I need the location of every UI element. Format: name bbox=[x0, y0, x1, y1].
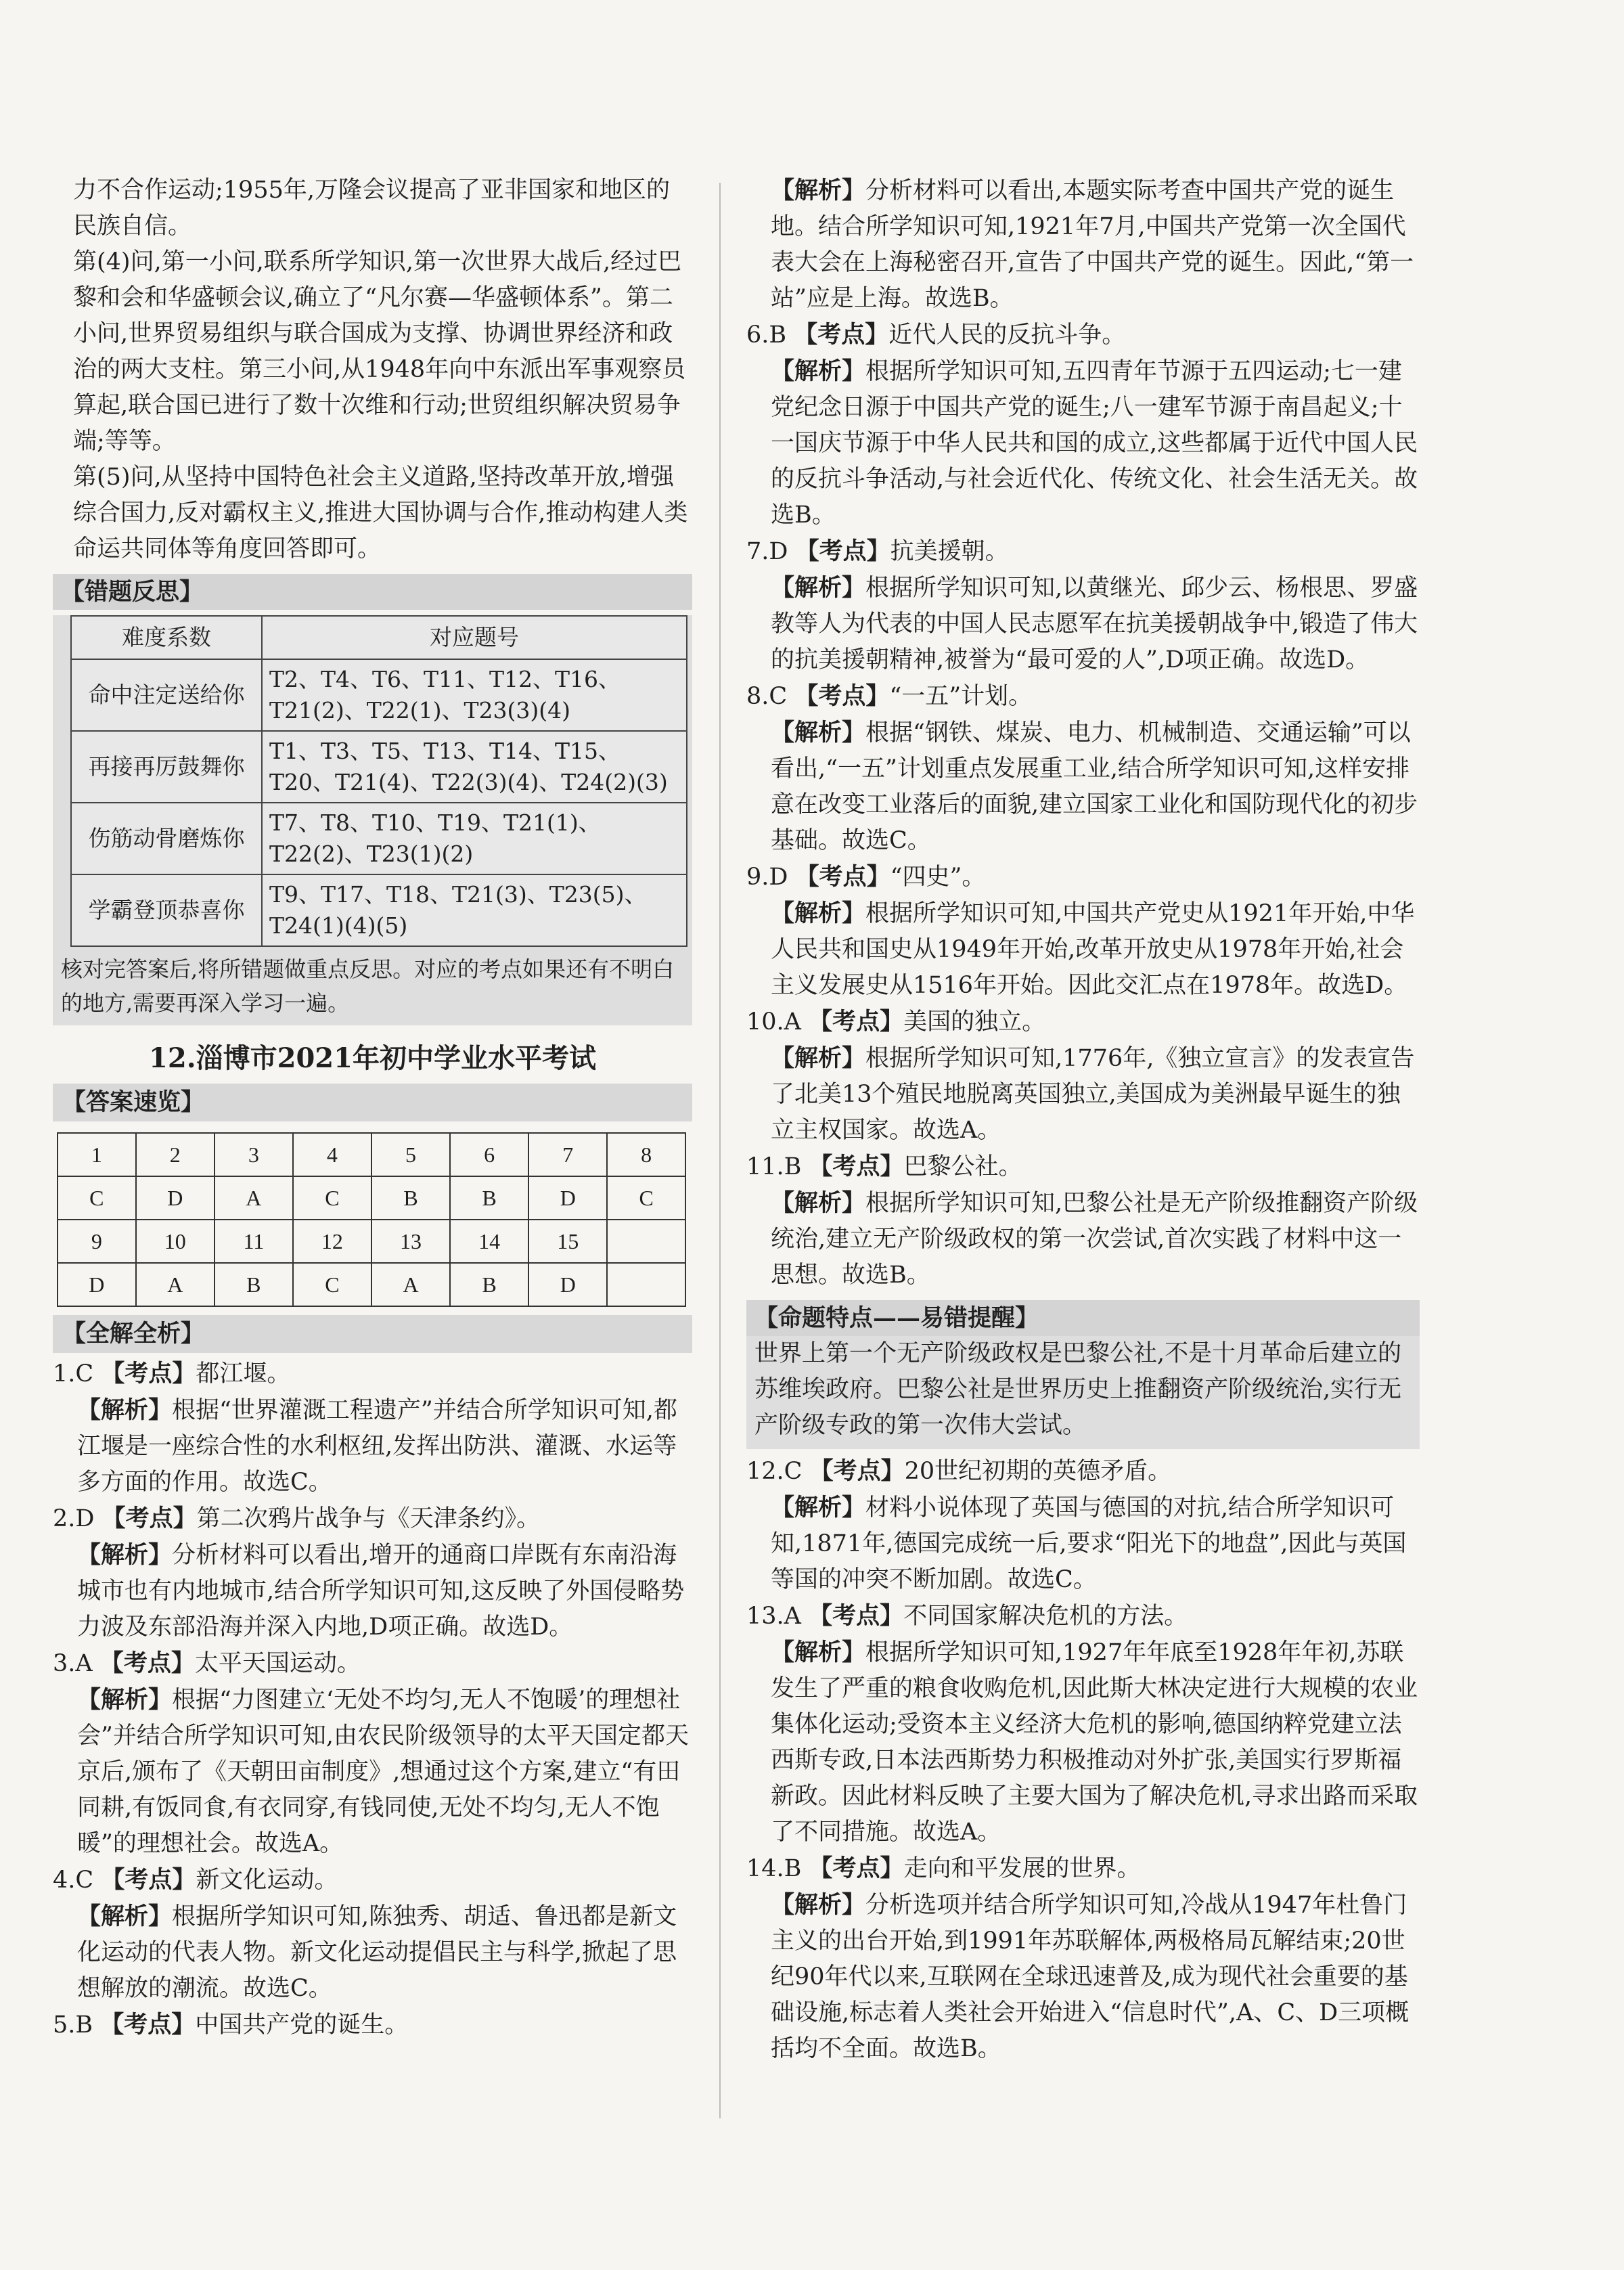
column-divider bbox=[719, 183, 721, 2118]
error-reflection-header: 【错题反思】 bbox=[53, 574, 692, 610]
analysis-tag: 【解析】 bbox=[771, 1189, 866, 1217]
key-point: 中国共产党的诞生。 bbox=[195, 2011, 409, 2039]
answer-letter-row bbox=[58, 1263, 685, 1306]
answer-number-row bbox=[58, 1133, 685, 1176]
key-point-tag: 【考点】 bbox=[101, 1360, 196, 1387]
feature-header: 【命题特点——易错提醒】 bbox=[746, 1300, 1420, 1336]
answer-cell: 7 bbox=[528, 1133, 607, 1176]
question-item bbox=[746, 1149, 1420, 1293]
answer-cell: B bbox=[450, 1263, 528, 1306]
analysis-text: 根据“力图建立‘无处不均匀,无人不饱暖’的理想社会”并结合所学知识可知,由农民阶级领导的太平天国定都天京后,颁布了《天朝田亩制度》,想通过这个方案,建立“有田同耕,有饭同食,有衣同穿,有钱同使,无处不均匀,无人不饱暖”的理想社会。故选A。 bbox=[77, 1687, 690, 1857]
table-header-row bbox=[71, 616, 687, 659]
question-item bbox=[53, 1862, 692, 2007]
analysis-tag: 【解析】 bbox=[771, 177, 866, 204]
question-list: T7、T8、T10、T19、T21(1)、T22(2)、T23(1)(2) bbox=[262, 803, 687, 874]
analysis-text: 根据所学知识可知,五四青年节源于五四运动;七一建党纪念日源于中国共产党的诞生;八一建军节源于南昌起义;十一国庆节源于中华人民共和国的成立,这些都属于近代中国人民的反抗斗争活动,与社会近代化、传统文化、社会生活无关。故选B。 bbox=[771, 358, 1418, 529]
answer-number-row bbox=[58, 1220, 685, 1263]
key-point-tag: 【考点】 bbox=[794, 682, 890, 710]
answer-cell: D bbox=[136, 1176, 215, 1220]
analysis-text: 分析选项并结合所学知识可知,冷战从1947年杜鲁门主义的出台开始,到1991年苏联解体,两极格局瓦解结束;20世纪90年代以来,互联网在全球迅速普及,成为现代社会重要的基础设施,标志着人类社会开始进入“信息时代”,A、C、D三项概括均不全面。故选B。 bbox=[771, 1892, 1409, 2062]
answer-overview-header: 【答案速览】 bbox=[53, 1084, 692, 1121]
answer-cell: 8 bbox=[607, 1133, 685, 1176]
key-point-tag: 【考点】 bbox=[809, 1153, 904, 1180]
error-reflection-box bbox=[53, 574, 692, 1025]
question-item bbox=[53, 1356, 692, 1500]
analysis-tag: 【解析】 bbox=[771, 574, 866, 602]
analysis-tag: 【解析】 bbox=[77, 1541, 173, 1569]
key-point: 近代人民的反抗斗争。 bbox=[888, 321, 1126, 349]
analysis-text: 根据所学知识可知,1927年年底至1928年年初,苏联发生了严重的粮食收购危机,因此斯大林决定进行大规模的农业集体化运动;受资本主义经济大危机的影响,德国纳粹党建立法西斯专政,日本法西斯势力积极推动对外扩张,美国实行罗斯福新政。因此材料反映了主要大国为了解决危机,寻求出路而采取了不同措施。故选A。 bbox=[771, 1639, 1418, 1846]
analysis-text: 根据“世界灌溉工程遗产”并结合所学知识可知,都江堰是一座综合性的水利枢纽,发挥出防洪、灌溉、水运等多方面的作用。故选C。 bbox=[77, 1397, 677, 1496]
left-column bbox=[53, 173, 692, 2043]
difficulty-label: 命中注定送给你 bbox=[71, 659, 262, 731]
key-point: 抗美援朝。 bbox=[890, 538, 1009, 565]
question-item bbox=[746, 317, 1420, 533]
question-list: T1、T3、T5、T13、T14、T15、T20、T21(4)、T22(3)(4)、T24(2)(3) bbox=[262, 731, 687, 803]
analysis-text: 分析材料可以看出,增开的通商口岸既有东南沿海城市也有内地城市,结合所学知识可知,这反映了外国侵略势力波及东部沿海并深入内地,D项正确。故选D。 bbox=[77, 1542, 685, 1641]
key-point: 走向和平发展的世界。 bbox=[903, 1855, 1141, 1882]
answer-cell: 9 bbox=[58, 1220, 136, 1263]
answer-cell bbox=[607, 1263, 685, 1306]
analysis-tag: 【解析】 bbox=[771, 1044, 866, 1072]
analysis-text: 根据“钢铁、煤炭、电力、机械制造、交通运输”可以看出,“一五”计划重点发展重工业,结合所学知识可知,这样安排意在改变工业落后的面貌,建立国家工业化和国防现代化的初步基础。故选C。 bbox=[771, 719, 1418, 854]
key-point: “一五”计划。 bbox=[889, 683, 1033, 710]
analysis-tag: 【解析】 bbox=[77, 1396, 173, 1424]
answer-cell: D bbox=[58, 1263, 136, 1306]
key-point: 不同国家解决危机的方法。 bbox=[903, 1603, 1188, 1630]
question-number: 10.A bbox=[746, 1008, 801, 1036]
difficulty-label: 再接再厉鼓舞你 bbox=[71, 731, 262, 803]
question-item bbox=[53, 1645, 692, 1862]
analysis-text: 根据所学知识可知,巴黎公社是无产阶级推翻资产阶级统治,建立无产阶级政权的第一次尝试,首次实践了材料中这一思想。故选B。 bbox=[771, 1190, 1418, 1289]
answer-cell: A bbox=[371, 1263, 450, 1306]
answer-cell: 13 bbox=[371, 1220, 450, 1263]
answer-cell: C bbox=[58, 1176, 136, 1220]
key-point-tag: 【考点】 bbox=[809, 1602, 904, 1630]
question-number: 2.D bbox=[53, 1505, 95, 1532]
question-item bbox=[746, 1453, 1420, 1598]
analysis-tag: 【解析】 bbox=[771, 1639, 866, 1666]
answer-table bbox=[57, 1132, 686, 1307]
key-point-tag: 【考点】 bbox=[809, 1008, 904, 1036]
answer-cell: B bbox=[371, 1176, 450, 1220]
answer-cell: 10 bbox=[136, 1220, 215, 1263]
continued-paragraph: 第(5)问,从坚持中国特色社会主义道路,坚持改革开放,增强综合国力,反对霸权主义,推进大国协调与合作,推动构建人类命运共同体等角度回答即可。 bbox=[73, 464, 688, 562]
question-item bbox=[53, 2007, 692, 2043]
table-header-cell: 对应题号 bbox=[262, 616, 687, 659]
analysis-tag: 【解析】 bbox=[771, 1891, 866, 1919]
answer-cell: C bbox=[293, 1263, 371, 1306]
answer-cell: 11 bbox=[215, 1220, 293, 1263]
key-point-tag: 【考点】 bbox=[795, 863, 890, 891]
question-item bbox=[746, 533, 1420, 678]
answer-cell bbox=[607, 1220, 685, 1263]
question-number: 14.B bbox=[746, 1855, 802, 1882]
question-item bbox=[746, 678, 1420, 859]
reflection-table bbox=[70, 615, 687, 947]
question-number: 11.B bbox=[746, 1153, 802, 1180]
full-analysis-header: 【全解全析】 bbox=[53, 1315, 692, 1353]
question-list: T2、T4、T6、T11、T12、T16、T21(2)、T22(1)、T23(3)(4) bbox=[262, 659, 687, 731]
question-number: 8.C bbox=[746, 683, 788, 710]
answer-cell: 3 bbox=[215, 1133, 293, 1176]
table-header-cell: 难度系数 bbox=[71, 616, 262, 659]
key-point: 都江堰。 bbox=[196, 1360, 291, 1387]
question-item bbox=[746, 1004, 1420, 1149]
question-list: T9、T17、T18、T21(3)、T23(5)、T24(1)(4)(5) bbox=[262, 874, 687, 946]
analysis-text: 根据所学知识可知,陈独秀、胡适、鲁迅都是新文化运动的代表人物。新文化运动提倡民主与科学,掀起了思想解放的潮流。故选C。 bbox=[77, 1903, 677, 2002]
feature-body: 世界上第一个无产阶级政权是巴黎公社,不是十月革命后建立的苏维埃政府。巴黎公社是世界历史上推翻资产阶级统治,实行无产阶级专政的第一次伟大尝试。 bbox=[746, 1336, 1420, 1449]
exam-title: 12.淄博市2021年初中学业水平考试 bbox=[149, 1042, 596, 1074]
answer-cell: 12 bbox=[293, 1220, 371, 1263]
key-point-tag: 【考点】 bbox=[99, 1649, 195, 1677]
question-number: 5.B bbox=[53, 2011, 93, 2039]
question-number: 4.C bbox=[53, 1867, 94, 1894]
answer-cell: A bbox=[136, 1263, 215, 1306]
answer-cell: D bbox=[528, 1263, 607, 1306]
question-number: 1.C bbox=[53, 1360, 94, 1387]
reflection-note: 核对完答案后,将所错题做重点反思。对应的考点如果还有不明白的地方,需要再深入学习一遍。 bbox=[61, 956, 675, 1016]
answer-cell: 2 bbox=[136, 1133, 215, 1176]
analysis-text: 根据所学知识可知,以黄继光、邱少云、杨根思、罗盛教等人为代表的中国人民志愿军在抗美援朝战争中,锻造了伟大的抗美援朝精神,被誉为“最可爱的人”,D项正确。故选D。 bbox=[771, 575, 1418, 673]
key-point: 第二次鸦片战争与《天津条约》。 bbox=[196, 1505, 541, 1532]
answer-cell: 5 bbox=[371, 1133, 450, 1176]
question-item bbox=[746, 1850, 1420, 2067]
question-number: 13.A bbox=[746, 1603, 801, 1630]
answer-cell: 1 bbox=[58, 1133, 136, 1176]
table-row bbox=[71, 731, 687, 803]
question-number: 12.C bbox=[746, 1458, 803, 1485]
key-point: “四史”。 bbox=[890, 864, 986, 891]
answer-cell: 14 bbox=[450, 1220, 528, 1263]
answer-cell: C bbox=[607, 1176, 685, 1220]
analysis-tag: 【解析】 bbox=[771, 1494, 866, 1521]
key-point: 美国的独立。 bbox=[903, 1008, 1046, 1036]
key-point: 20世纪初期的英德矛盾。 bbox=[904, 1458, 1172, 1485]
question-item bbox=[746, 1598, 1420, 1850]
continued-paragraph: 力不合作运动;1955年,万隆会议提高了亚非国家和地区的民族自信。 bbox=[73, 177, 670, 240]
analysis-text: 材料小说体现了英国与德国的对抗,结合所学知识可知,1871年,德国完成统一后,要求“阳光下的地盘”,因此与英国等国的冲突不断加剧。故选C。 bbox=[771, 1494, 1407, 1593]
analysis-tag: 【解析】 bbox=[771, 719, 866, 747]
analysis-tag: 【解析】 bbox=[77, 1686, 173, 1714]
key-point: 太平天国运动。 bbox=[194, 1650, 361, 1677]
question-number: 3.A bbox=[53, 1650, 93, 1677]
answer-cell: 15 bbox=[528, 1220, 607, 1263]
answer-cell: B bbox=[215, 1263, 293, 1306]
answer-cell: 6 bbox=[450, 1133, 528, 1176]
table-row bbox=[71, 659, 687, 731]
key-point-tag: 【考点】 bbox=[101, 1866, 196, 1894]
analysis-text: 根据所学知识可知,1776年,《独立宣言》的发表宣告了北美13个殖民地脱离英国独立,美国成为美洲最早诞生的独立主权国家。故选A。 bbox=[771, 1045, 1415, 1144]
question-item bbox=[53, 1500, 692, 1645]
question-number: 9.D bbox=[746, 864, 788, 891]
question-item bbox=[746, 859, 1420, 1004]
key-point-tag: 【考点】 bbox=[809, 1457, 905, 1485]
difficulty-label: 学霸登顶恭喜你 bbox=[71, 874, 262, 946]
answer-cell: A bbox=[215, 1176, 293, 1220]
question-number: 6.B bbox=[746, 321, 787, 349]
key-point-tag: 【考点】 bbox=[795, 537, 890, 565]
analysis-text: 根据所学知识可知,中国共产党史从1921年开始,中华人民共和国史从1949年开始,改革开放史从1978年开始,社会主义发展史从1516年开始。因此交汇点在1978年。故选D。 bbox=[771, 900, 1415, 999]
right-column bbox=[746, 173, 1420, 2067]
analysis-tag: 【解析】 bbox=[77, 1902, 173, 1930]
key-point-tag: 【考点】 bbox=[100, 2011, 196, 2039]
answer-cell: B bbox=[450, 1176, 528, 1220]
analysis-tag: 【解析】 bbox=[771, 357, 866, 385]
difficulty-label: 伤筋动骨磨炼你 bbox=[71, 803, 262, 874]
analysis-text: 分析材料可以看出,本题实际考查中国共产党的诞生地。结合所学知识可知,1921年7月,中国共产党第一次全国代表大会在上海秘密召开,宣告了中国共产党的诞生。因此,“第一站”应是上海。故选B。 bbox=[771, 177, 1414, 312]
answer-cell: C bbox=[293, 1176, 371, 1220]
table-row bbox=[71, 803, 687, 874]
answer-letter-row bbox=[58, 1176, 685, 1220]
answer-cell: 4 bbox=[293, 1133, 371, 1176]
error-reflection-body bbox=[53, 615, 692, 1025]
answer-cell: D bbox=[528, 1176, 607, 1220]
feature-box bbox=[746, 1300, 1420, 1449]
key-point-tag: 【考点】 bbox=[102, 1505, 197, 1532]
table-row bbox=[71, 874, 687, 946]
continued-paragraph: 第(4)问,第一小问,联系所学知识,第一次世界大战后,经过巴黎和会和华盛顿会议,确立了“凡尔赛—华盛顿体系”。第二小问,世界贸易组织与联合国成为支撑、协调世界经济和政治的两大支柱。第三小问,从1948年向中东派出军事观察员算起,联合国已进行了数十次维和行动;世贸组织解决贸易争端;等等。 bbox=[73, 248, 686, 455]
key-point-tag: 【考点】 bbox=[809, 1854, 904, 1882]
analysis-tag: 【解析】 bbox=[771, 899, 866, 927]
question-number: 7.D bbox=[746, 538, 788, 565]
key-point: 新文化运动。 bbox=[196, 1867, 338, 1894]
key-point-tag: 【考点】 bbox=[794, 321, 889, 349]
key-point: 巴黎公社。 bbox=[903, 1153, 1022, 1180]
